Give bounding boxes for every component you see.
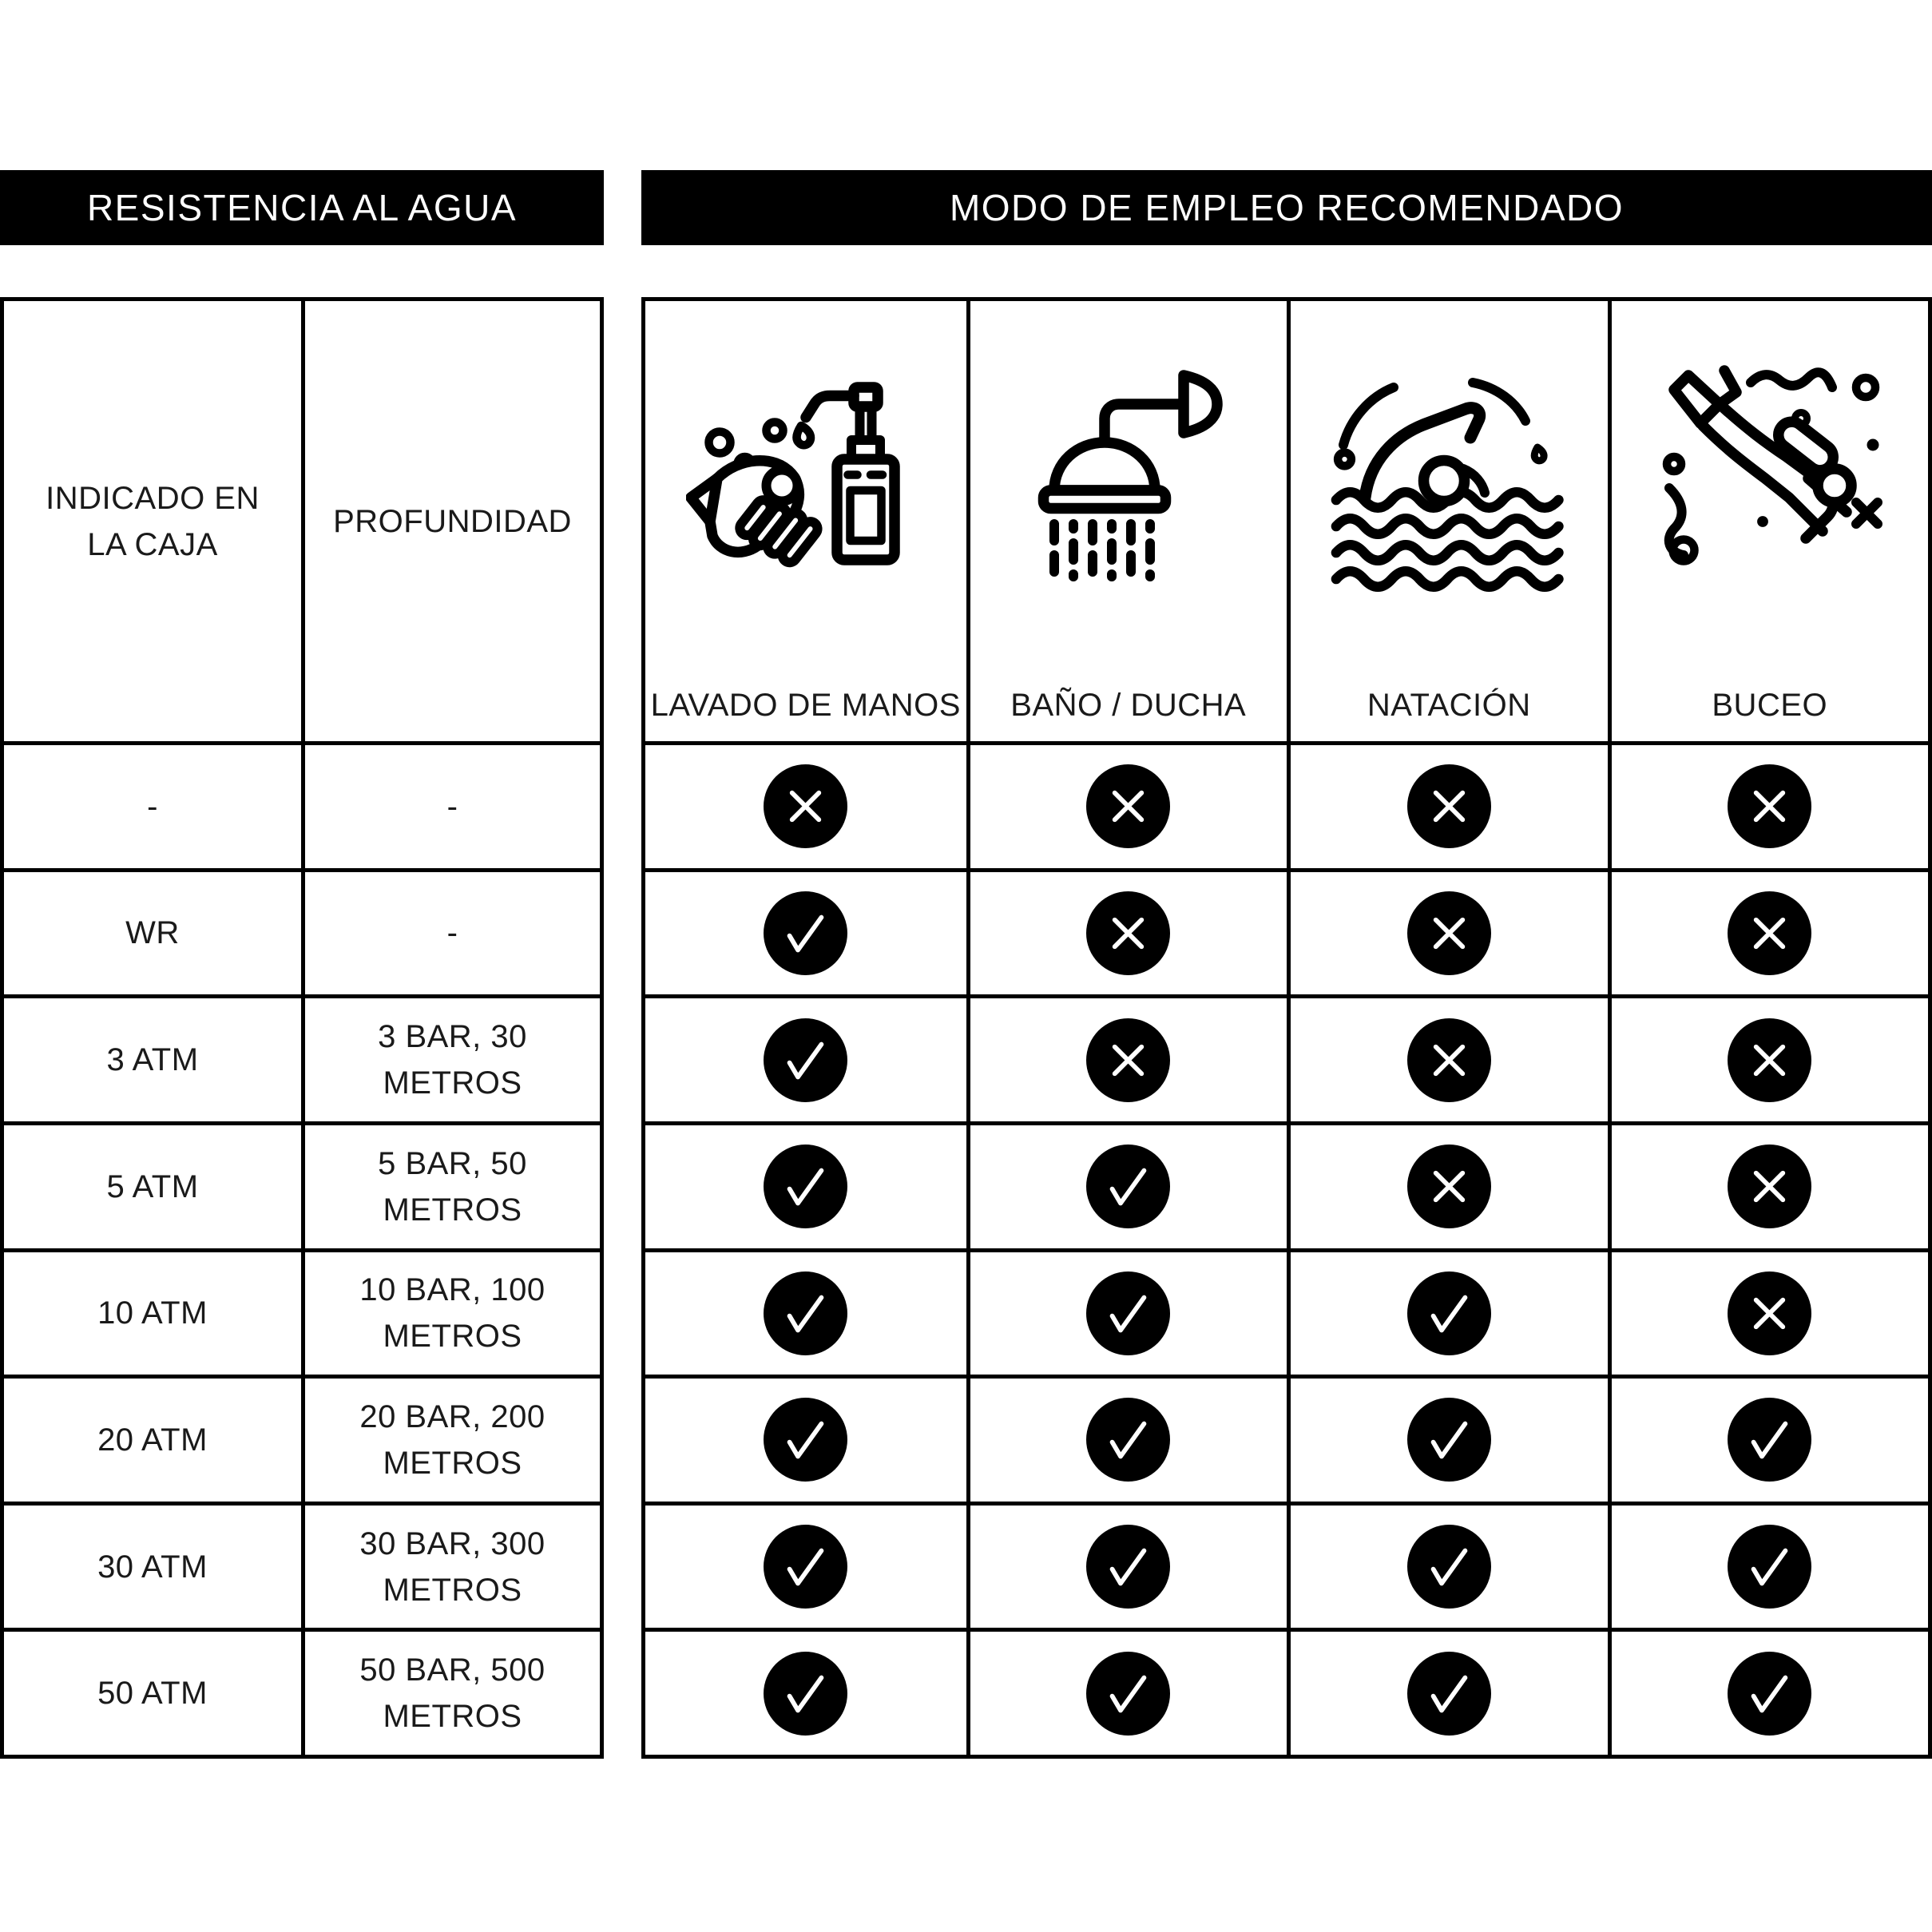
usage-mark-cell-cross (1608, 994, 1929, 1121)
cross-icon (1407, 891, 1491, 975)
usage-mark-cell-cross (1287, 741, 1608, 868)
cross-icon (1728, 764, 1811, 848)
check-icon (1086, 1525, 1170, 1609)
cross-icon (1086, 891, 1170, 975)
resistance-profundidad-cell: 50 BAR, 500 METROS (301, 1628, 600, 1755)
usage-mark-cell-check (1287, 1375, 1608, 1502)
cross-icon (1086, 1018, 1170, 1102)
check-icon (1728, 1525, 1811, 1609)
check-icon (1086, 1271, 1170, 1355)
check-icon (764, 1271, 847, 1355)
usage-mark-cell-check (966, 1121, 1287, 1248)
check-icon (764, 1018, 847, 1102)
check-icon (1407, 1271, 1491, 1355)
usage-mark-cell-check (1608, 1375, 1929, 1502)
cross-icon (1407, 1145, 1491, 1228)
usage-mark-cell-check (645, 1121, 966, 1248)
check-icon (764, 1525, 847, 1609)
usage-mark-cell-check (966, 1248, 1287, 1375)
usage-mark-cell-cross (645, 741, 966, 868)
water-resistance-table (0, 297, 604, 1759)
right-title: MODO DE EMPLEO RECOMENDADO (949, 187, 1625, 228)
column-header-diving (1608, 301, 1929, 741)
usage-table (641, 297, 1932, 1759)
check-icon (1086, 1145, 1170, 1228)
resistance-caja-cell: 3 ATM (4, 994, 301, 1121)
swimming-icon (1329, 354, 1569, 593)
usage-mark-cell-cross (1608, 1121, 1929, 1248)
resistance-caja-cell: 20 ATM (4, 1375, 301, 1502)
left-title: RESISTENCIA AL AGUA (86, 187, 518, 228)
check-icon (764, 1652, 847, 1736)
column-header-profundidad: PROFUNDIDAD (301, 301, 600, 741)
usage-mark-cell-cross (1287, 868, 1608, 995)
cross-icon (764, 764, 847, 848)
usage-mark-cell-check (966, 1502, 1287, 1629)
check-icon (1407, 1398, 1491, 1482)
shower-icon (1009, 354, 1248, 593)
cross-icon (1728, 1145, 1811, 1228)
usage-mark-cell-cross (966, 868, 1287, 995)
column-header-swimming (1287, 301, 1608, 741)
cross-icon (1086, 764, 1170, 848)
check-icon (764, 1398, 847, 1482)
usage-mark-cell-cross (1287, 1121, 1608, 1248)
usage-mark-cell-check (1287, 1628, 1608, 1755)
cross-icon (1728, 1271, 1811, 1355)
handwash-icon (686, 354, 926, 593)
usage-mark-cell-check (1287, 1502, 1608, 1629)
activity-label-swimming: NATACIÓN (1367, 688, 1531, 723)
diving-icon (1650, 354, 1890, 593)
left-title-bar (0, 170, 604, 245)
usage-mark-cell-cross (966, 994, 1287, 1121)
usage-mark-cell-cross (1608, 1248, 1929, 1375)
resistance-profundidad-cell: 3 BAR, 30 METROS (301, 994, 600, 1121)
cross-icon (1728, 891, 1811, 975)
resistance-caja-cell: 5 ATM (4, 1121, 301, 1248)
right-title-bar (641, 170, 1932, 245)
resistance-caja-cell: 50 ATM (4, 1628, 301, 1755)
activity-label-shower: BAÑO / DUCHA (1010, 688, 1247, 723)
resistance-profundidad-cell: 20 BAR, 200 METROS (301, 1375, 600, 1502)
check-icon (764, 891, 847, 975)
usage-mark-cell-cross (1608, 868, 1929, 995)
check-icon (1728, 1652, 1811, 1736)
usage-mark-cell-check (645, 868, 966, 995)
resistance-profundidad-cell: - (301, 868, 600, 995)
resistance-profundidad-cell: 10 BAR, 100 METROS (301, 1248, 600, 1375)
usage-mark-cell-check (966, 1375, 1287, 1502)
cross-icon (1407, 764, 1491, 848)
usage-mark-cell-check (1608, 1502, 1929, 1629)
resistance-profundidad-cell: 30 BAR, 300 METROS (301, 1502, 600, 1629)
usage-mark-cell-check (1608, 1628, 1929, 1755)
usage-mark-cell-cross (1608, 741, 1929, 868)
column-header-caja: INDICADO EN LA CAJA (46, 480, 260, 562)
resistance-profundidad-cell: - (301, 741, 600, 868)
usage-mark-cell-check (645, 1502, 966, 1629)
usage-mark-cell-check (966, 1628, 1287, 1755)
usage-mark-cell-check (1287, 1248, 1608, 1375)
resistance-caja-cell: WR (4, 868, 301, 995)
usage-mark-cell-cross (966, 741, 1287, 868)
check-icon (1086, 1398, 1170, 1482)
usage-mark-cell-check (645, 1248, 966, 1375)
cross-icon (1728, 1018, 1811, 1102)
usage-mark-cell-check (645, 1628, 966, 1755)
activity-label-handwash: LAVADO DE MANOS (650, 688, 961, 723)
usage-mark-cell-check (645, 994, 966, 1121)
resistance-caja-cell: - (4, 741, 301, 868)
resistance-profundidad-cell: 5 BAR, 50 METROS (301, 1121, 600, 1248)
check-icon (1407, 1652, 1491, 1736)
check-icon (764, 1145, 847, 1228)
usage-mark-cell-check (645, 1375, 966, 1502)
check-icon (1407, 1525, 1491, 1609)
column-header-shower (966, 301, 1287, 741)
usage-mark-cell-cross (1287, 994, 1608, 1121)
cross-icon (1407, 1018, 1491, 1102)
check-icon (1728, 1398, 1811, 1482)
check-icon (1086, 1652, 1170, 1736)
column-header-handwash (645, 301, 966, 741)
resistance-caja-cell: 10 ATM (4, 1248, 301, 1375)
activity-label-diving: BUCEO (1712, 688, 1828, 723)
resistance-caja-cell: 30 ATM (4, 1502, 301, 1629)
